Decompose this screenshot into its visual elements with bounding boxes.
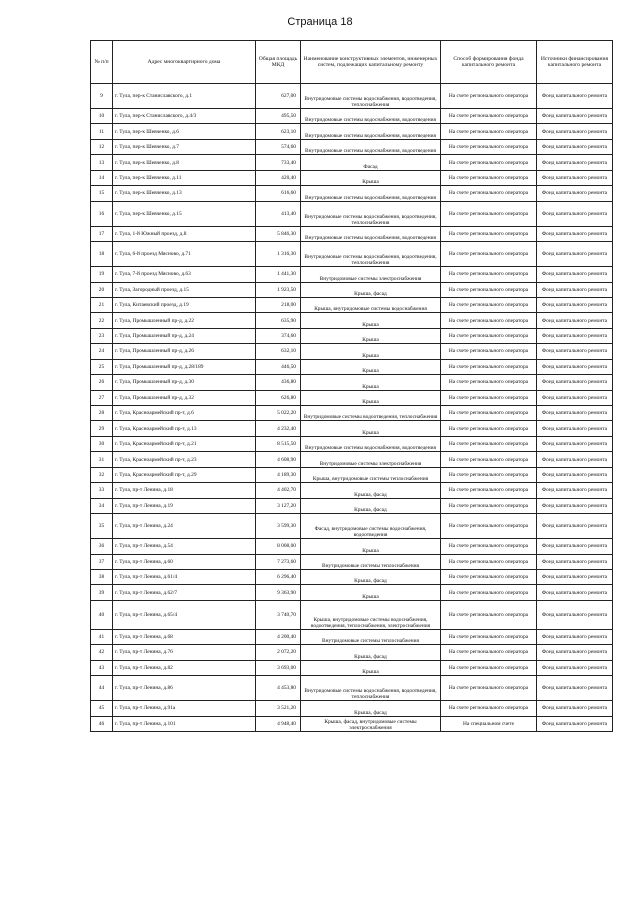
cell-address: г. Тула, пр-т Ленина, д.62/7	[113, 585, 256, 600]
cell-source: Фонд капитального ремонта	[537, 313, 613, 328]
table-row	[91, 421, 613, 436]
cell-address: г. Тула, пер-к Шевченко, д.11	[113, 170, 256, 185]
cell-area: 5 022,20	[256, 406, 301, 421]
cell-address: г. Тула, пер-к Шевченко, д.8	[113, 155, 256, 170]
cell-num: 38	[91, 569, 113, 584]
col-header-num: № п/п	[91, 41, 113, 84]
cell-num: 28	[91, 406, 113, 421]
cell-works: Внутридомовые системы электроснабжения	[301, 452, 441, 467]
table-row	[91, 467, 613, 482]
cell-source: Фонд капитального ремонта	[537, 676, 613, 701]
cell-area: 627,00	[256, 84, 301, 109]
table-row	[91, 390, 613, 405]
cell-source: Фонд капитального ремонта	[537, 701, 613, 716]
cell-address: г. Тула, 1-й Южный проезд, д.8	[113, 226, 256, 241]
cell-num: 44	[91, 676, 113, 701]
cell-area: 6 296,40	[256, 569, 301, 584]
cell-works: Фасад	[301, 155, 441, 170]
cell-address: г. Тула, пр-т Ленина, д.86	[113, 676, 256, 701]
cell-address: г. Тула, Промышленный пр-д, д.28/189	[113, 359, 256, 374]
cell-num: 18	[91, 242, 113, 267]
cell-num: 25	[91, 359, 113, 374]
cell-num: 9	[91, 84, 113, 109]
table-row	[91, 569, 613, 584]
cell-works: Внутридомовые системы водоснабжения, водоотведения, теплоснабжения	[301, 242, 441, 267]
cell-area: 9 363,90	[256, 585, 301, 600]
cell-method: На счете регионального оператора	[441, 186, 537, 201]
cell-address: г. Тула, пер-к Шевченко, д.15	[113, 201, 256, 226]
cell-num: 26	[91, 375, 113, 390]
cell-works: Крыша	[301, 359, 441, 374]
table-row	[91, 539, 613, 554]
table-row	[91, 629, 613, 644]
cell-works: Внутридомовые системы водоснабжения, водоотведения	[301, 109, 441, 124]
cell-works: Крыша, фасад	[301, 498, 441, 513]
cell-works: Крыша	[301, 421, 441, 436]
cell-address: г. Тула, пер-к Станиславского, д.4/3	[113, 109, 256, 124]
cell-area: 446,50	[256, 359, 301, 374]
cell-source: Фонд капитального ремонта	[537, 297, 613, 312]
cell-method: На счете регионального оператора	[441, 155, 537, 170]
cell-area: 7 273,60	[256, 554, 301, 569]
cell-works: Внутридомовые системы водоснабжения, водоотведения	[301, 139, 441, 154]
cell-address: г. Тула, пр-т Ленина, д.60	[113, 554, 256, 569]
cell-area: 574,60	[256, 139, 301, 154]
cell-area: 1 316,30	[256, 242, 301, 267]
cell-works: Внутридомовые системы теплоснабжения	[301, 554, 441, 569]
cell-source: Фонд капитального ремонта	[537, 282, 613, 297]
cell-source: Фонд капитального ремонта	[537, 201, 613, 226]
cell-source: Фонд капитального ремонта	[537, 84, 613, 109]
cell-works: Крыша	[301, 390, 441, 405]
cell-method: На счете регионального оператора	[441, 645, 537, 660]
cell-works: Внутридомовые системы теплоснабжения	[301, 629, 441, 644]
cell-address: г. Тула, Красноармейский пр-т, д.21	[113, 436, 256, 451]
table-row	[91, 170, 613, 185]
table-body	[91, 84, 613, 732]
cell-area: 623,10	[256, 124, 301, 139]
table-row	[91, 359, 613, 374]
cell-num: 31	[91, 452, 113, 467]
cell-area: 420,40	[256, 170, 301, 185]
table-row	[91, 201, 613, 226]
cell-area: 495,50	[256, 109, 301, 124]
cell-method: На специальном счете	[441, 716, 537, 731]
cell-method: На счете регионального оператора	[441, 629, 537, 644]
cell-source: Фонд капитального ремонта	[537, 716, 613, 731]
cell-num: 27	[91, 390, 113, 405]
table-row	[91, 452, 613, 467]
cell-method: На счете регионального оператора	[441, 676, 537, 701]
cell-method: На счете регионального оператора	[441, 660, 537, 675]
cell-address: г. Тула, 7-й проезд Мясново, д.63	[113, 267, 256, 282]
cell-area: 3 521,20	[256, 701, 301, 716]
cell-source: Фонд капитального ремонта	[537, 155, 613, 170]
cell-address: г. Тула, пр-т Ленина, д.61/4	[113, 569, 256, 584]
cell-source: Фонд капитального ремонта	[537, 645, 613, 660]
cell-works: Крыша, внутридомовые системы водоснабжения, водоотведения, теплоснабжения, электроснабжения	[301, 600, 441, 629]
cell-works: Крыша	[301, 585, 441, 600]
table-row	[91, 498, 613, 513]
cell-method: На счете регионального оператора	[441, 170, 537, 185]
cell-method: На счете регионального оператора	[441, 467, 537, 482]
table-row	[91, 226, 613, 241]
cell-address: г. Тула, пер-к Шевченко, д.13	[113, 186, 256, 201]
cell-area: 626,80	[256, 390, 301, 405]
cell-address: г. Тула, Промышленный пр-д, д.26	[113, 344, 256, 359]
cell-method: На счете регионального оператора	[441, 390, 537, 405]
cell-source: Фонд капитального ремонта	[537, 390, 613, 405]
cell-method: На счете регионального оператора	[441, 406, 537, 421]
cell-method: На счете регионального оператора	[441, 84, 537, 109]
cell-works: Внутридомовые системы водоснабжения, водоотведения	[301, 436, 441, 451]
table-row	[91, 242, 613, 267]
cell-num: 10	[91, 109, 113, 124]
table-header-row	[91, 41, 613, 84]
table-row	[91, 406, 613, 421]
cell-num: 45	[91, 701, 113, 716]
col-header-works: Наименование конструктивных элементов, инженерных систем, подлежащих капитальному ремонту	[301, 41, 441, 84]
cell-source: Фонд капитального ремонта	[537, 170, 613, 185]
cell-address: г. Тула, Промышленный пр-д, д.22	[113, 313, 256, 328]
cell-method: На счете регионального оператора	[441, 452, 537, 467]
cell-num: 17	[91, 226, 113, 241]
cell-works: Крыша	[301, 375, 441, 390]
cell-area: 3 740,70	[256, 600, 301, 629]
col-header-source: Источники финансирования капитального ремонта	[537, 41, 613, 84]
cell-method: На счете регионального оператора	[441, 267, 537, 282]
cell-area: 374,60	[256, 328, 301, 343]
cell-works: Внутридомовые системы электроснабжения	[301, 267, 441, 282]
cell-works: Крыша, фасад	[301, 569, 441, 584]
cell-source: Фонд капитального ремонта	[537, 554, 613, 569]
cell-num: 34	[91, 498, 113, 513]
cell-num: 21	[91, 297, 113, 312]
cell-method: На счете регионального оператора	[441, 701, 537, 716]
cell-works: Крыша	[301, 539, 441, 554]
cell-method: На счете регионального оператора	[441, 226, 537, 241]
cell-method: На счете регионального оператора	[441, 483, 537, 498]
cell-address: г. Тула, 6-й проезд Мясново, д.71	[113, 242, 256, 267]
cell-works: Крыша, фасад	[301, 701, 441, 716]
cell-area: 3 693,00	[256, 660, 301, 675]
cell-num: 16	[91, 201, 113, 226]
cell-source: Фонд капитального ремонта	[537, 629, 613, 644]
cell-area: 1 441,30	[256, 267, 301, 282]
table-row	[91, 313, 613, 328]
cell-num: 30	[91, 436, 113, 451]
table-row	[91, 676, 613, 701]
cell-works: Фасад, внутридомовые системы водоснабжения, водоотведения	[301, 514, 441, 539]
cell-num: 14	[91, 170, 113, 185]
cell-num: 20	[91, 282, 113, 297]
cell-address: г. Тула, пр-т Ленина, д.68	[113, 629, 256, 644]
table-row	[91, 483, 613, 498]
cell-method: На счете регионального оператора	[441, 498, 537, 513]
page-title: Страница 18	[287, 16, 353, 28]
cell-area: 3 127,20	[256, 498, 301, 513]
cell-works: Крыша, фасад	[301, 483, 441, 498]
cell-address: г. Тула, пр-т Ленина, д.101	[113, 716, 256, 731]
cell-method: На счете регионального оператора	[441, 375, 537, 390]
cell-num: 22	[91, 313, 113, 328]
cell-address: г. Тула, Красноармейский пр-т, д.23	[113, 452, 256, 467]
cell-area: 413,40	[256, 201, 301, 226]
cell-works: Внутридомовые системы водоснабжения, водоотведения, теплоснабжения	[301, 676, 441, 701]
cell-area: 4 453,80	[256, 676, 301, 701]
cell-num: 36	[91, 539, 113, 554]
table-row	[91, 600, 613, 629]
cell-method: На счете регионального оператора	[441, 124, 537, 139]
cell-num: 46	[91, 716, 113, 731]
cell-method: На счете регионального оператора	[441, 539, 537, 554]
cell-works: Крыша, внутридомовые системы водоснабжения	[301, 297, 441, 312]
cell-works: Крыша	[301, 170, 441, 185]
table-row	[91, 155, 613, 170]
cell-method: На счете регионального оператора	[441, 554, 537, 569]
cell-address: г. Тула, Загородный проезд, д.15	[113, 282, 256, 297]
cell-source: Фонд капитального ремонта	[537, 467, 613, 482]
cell-source: Фонд капитального ремонта	[537, 514, 613, 539]
table-row	[91, 282, 613, 297]
repair-table	[90, 40, 613, 732]
cell-method: На счете регионального оператора	[441, 359, 537, 374]
cell-source: Фонд капитального ремонта	[537, 267, 613, 282]
cell-source: Фонд капитального ремонта	[537, 436, 613, 451]
cell-source: Фонд капитального ремонта	[537, 226, 613, 241]
cell-address: г. Тула, пр-т Ленина, д.24	[113, 514, 256, 539]
cell-address: г. Тула, пр-т Ленина, д.91а	[113, 701, 256, 716]
cell-source: Фонд капитального ремонта	[537, 186, 613, 201]
cell-method: На счете регионального оператора	[441, 328, 537, 343]
cell-area: 3 599,30	[256, 514, 301, 539]
cell-num: 40	[91, 600, 113, 629]
cell-num: 24	[91, 344, 113, 359]
cell-works: Крыша	[301, 660, 441, 675]
cell-area: 5 846,30	[256, 226, 301, 241]
table-row	[91, 84, 613, 109]
cell-address: г. Тула, пр-т Ленина, д.19	[113, 498, 256, 513]
table-row	[91, 645, 613, 660]
cell-source: Фонд капитального ремонта	[537, 498, 613, 513]
cell-works: Внутридомовые системы водоснабжения, водоотведения, теплоснабжения	[301, 201, 441, 226]
cell-works: Внутридомовые системы водоснабжения, водоотведения	[301, 124, 441, 139]
cell-num: 11	[91, 124, 113, 139]
cell-source: Фонд капитального ремонта	[537, 328, 613, 343]
table-row	[91, 701, 613, 716]
col-header-area: Общая площадь МКД	[256, 41, 301, 84]
cell-method: На счете регионального оператора	[441, 109, 537, 124]
cell-source: Фонд капитального ремонта	[537, 585, 613, 600]
cell-num: 37	[91, 554, 113, 569]
cell-source: Фонд капитального ремонта	[537, 109, 613, 124]
cell-num: 23	[91, 328, 113, 343]
cell-num: 32	[91, 467, 113, 482]
cell-works: Крыша, фасад	[301, 645, 441, 660]
cell-source: Фонд капитального ремонта	[537, 569, 613, 584]
cell-method: На счете регионального оператора	[441, 569, 537, 584]
cell-address: г. Тула, пр-т Ленина, д.65/4	[113, 600, 256, 629]
cell-num: 15	[91, 186, 113, 201]
cell-method: На счете регионального оператора	[441, 282, 537, 297]
cell-area: 4 608,90	[256, 452, 301, 467]
cell-source: Фонд капитального ремонта	[537, 344, 613, 359]
cell-works: Крыша, фасад	[301, 282, 441, 297]
cell-address: г. Тула, Промышленный пр-д, д.30	[113, 375, 256, 390]
cell-address: г. Тула, Красноармейский пр-т, д.6	[113, 406, 256, 421]
cell-address: г. Тула, Красноармейский пр-т, д.29	[113, 467, 256, 482]
cell-num: 42	[91, 645, 113, 660]
table-row	[91, 186, 613, 201]
table-row	[91, 436, 613, 451]
cell-area: 8 008,00	[256, 539, 301, 554]
cell-address: г. Тула, Промышленный пр-д, д.24	[113, 328, 256, 343]
cell-method: На счете регионального оператора	[441, 242, 537, 267]
cell-method: На счете регионального оператора	[441, 436, 537, 451]
cell-source: Фонд капитального ремонта	[537, 452, 613, 467]
cell-source: Фонд капитального ремонта	[537, 421, 613, 436]
cell-area: 8 515,50	[256, 436, 301, 451]
cell-area: 1 923,50	[256, 282, 301, 297]
cell-num: 35	[91, 514, 113, 539]
cell-works: Внутридомовые системы водоснабжения, водоотведения	[301, 186, 441, 201]
cell-address: г. Тула, пр-т Ленина, д.54	[113, 539, 256, 554]
table-row	[91, 124, 613, 139]
cell-works: Крыша	[301, 313, 441, 328]
cell-source: Фонд капитального ремонта	[537, 406, 613, 421]
cell-works: Крыша, внутридомовые системы теплоснабжения	[301, 467, 441, 482]
cell-works: Внутридомовые системы водоснабжения, водоотведения	[301, 226, 441, 241]
cell-method: На счете регионального оператора	[441, 585, 537, 600]
cell-address: г. Тула, пр-т Ленина, д.18	[113, 483, 256, 498]
cell-source: Фонд капитального ремонта	[537, 359, 613, 374]
cell-num: 39	[91, 585, 113, 600]
cell-area: 4 948,40	[256, 716, 301, 731]
cell-num: 43	[91, 660, 113, 675]
cell-area: 4 189,30	[256, 467, 301, 482]
col-header-address: Адрес многоквартирного дома	[113, 41, 256, 84]
cell-num: 33	[91, 483, 113, 498]
cell-address: г. Тула, Китаевский проезд, д.19	[113, 297, 256, 312]
cell-area: 436,80	[256, 375, 301, 390]
cell-method: На счете регионального оператора	[441, 421, 537, 436]
table-row	[91, 267, 613, 282]
cell-method: На счете регионального оператора	[441, 139, 537, 154]
table-row	[91, 109, 613, 124]
cell-area: 4 200,40	[256, 629, 301, 644]
cell-source: Фонд капитального ремонта	[537, 242, 613, 267]
cell-area: 616,60	[256, 186, 301, 201]
cell-area: 4 402,70	[256, 483, 301, 498]
table-row	[91, 554, 613, 569]
cell-num: 12	[91, 139, 113, 154]
cell-area: 2 072,20	[256, 645, 301, 660]
cell-source: Фонд капитального ремонта	[537, 139, 613, 154]
table-row	[91, 139, 613, 154]
table-row	[91, 660, 613, 675]
cell-method: На счете регионального оператора	[441, 600, 537, 629]
cell-num: 19	[91, 267, 113, 282]
cell-area: 632,10	[256, 344, 301, 359]
cell-method: На счете регионального оператора	[441, 201, 537, 226]
table-row	[91, 585, 613, 600]
cell-area: 218,00	[256, 297, 301, 312]
cell-method: На счете регионального оператора	[441, 313, 537, 328]
cell-num: 29	[91, 421, 113, 436]
cell-num: 13	[91, 155, 113, 170]
table-row	[91, 344, 613, 359]
cell-address: г. Тула, пер-к Шевченко, д.6	[113, 124, 256, 139]
cell-area: 733,40	[256, 155, 301, 170]
cell-source: Фонд капитального ремонта	[537, 483, 613, 498]
cell-works: Крыша	[301, 344, 441, 359]
cell-works: Крыша	[301, 328, 441, 343]
col-header-method: Способ формирования фонда капитального ремонта	[441, 41, 537, 84]
cell-address: г. Тула, пер-к Шевченко, д.7	[113, 139, 256, 154]
cell-num: 41	[91, 629, 113, 644]
cell-address: г. Тула, Красноармейский пр-т, д.13	[113, 421, 256, 436]
cell-works: Внутридомовые системы водоотведения, теплоснабжения	[301, 406, 441, 421]
cell-source: Фонд капитального ремонта	[537, 600, 613, 629]
table-row	[91, 514, 613, 539]
cell-area: 4 232,40	[256, 421, 301, 436]
cell-source: Фонд капитального ремонта	[537, 539, 613, 554]
cell-method: На счете регионального оператора	[441, 344, 537, 359]
cell-works: Крыша, фасад, внутридомовые системы электроснабжения	[301, 716, 441, 731]
table-row	[91, 297, 613, 312]
cell-source: Фонд капитального ремонта	[537, 660, 613, 675]
cell-source: Фонд капитального ремонта	[537, 124, 613, 139]
cell-address: г. Тула, пр-т Ленина, д.82	[113, 660, 256, 675]
table-row	[91, 716, 613, 731]
cell-source: Фонд капитального ремонта	[537, 375, 613, 390]
table-row	[91, 328, 613, 343]
cell-address: г. Тула, пр-т Ленина, д.76	[113, 645, 256, 660]
cell-method: На счете регионального оператора	[441, 297, 537, 312]
table-row	[91, 375, 613, 390]
cell-works: Внутридомовые системы водоснабжения, водоотведения, теплоснабжения	[301, 84, 441, 109]
cell-address: г. Тула, пер-к Станиславского, д.1	[113, 84, 256, 109]
cell-method: На счете регионального оператора	[441, 514, 537, 539]
cell-area: 635,90	[256, 313, 301, 328]
cell-address: г. Тула, Промышленный пр-д, д.32	[113, 390, 256, 405]
